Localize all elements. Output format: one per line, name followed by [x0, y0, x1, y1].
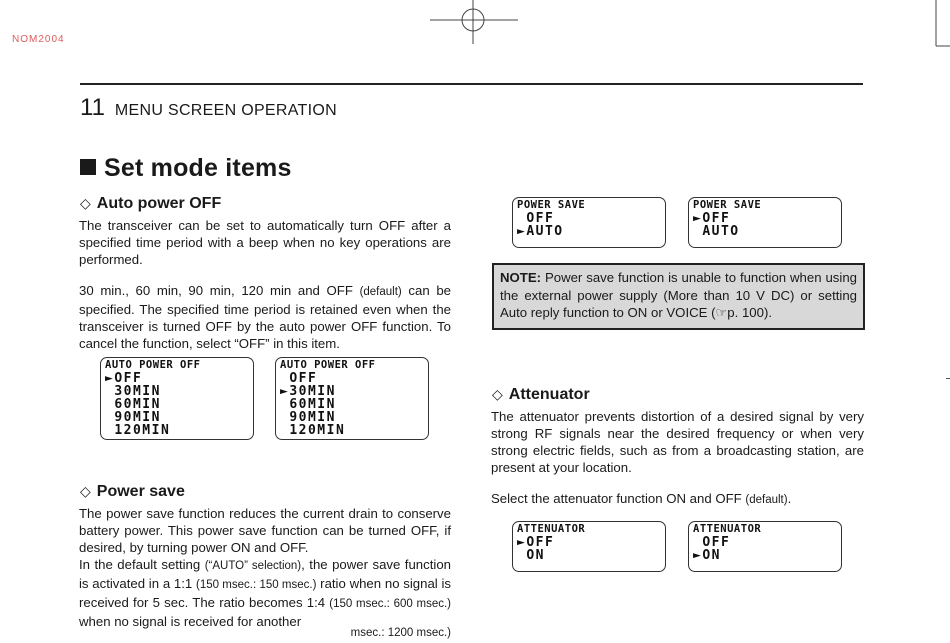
lcd-header: AUTO POWER OFF — [280, 359, 376, 371]
attenuator-para2 — [491, 490, 864, 509]
lcd-line: 60MIN — [280, 397, 336, 412]
lcd-line: ON — [517, 548, 545, 563]
lcd-line: 30MIN — [105, 384, 161, 399]
ratio-note: (150 msec.: 150 msec.) — [196, 579, 317, 591]
heading-text: Auto power OFF — [96, 195, 222, 212]
attenuator-heading — [492, 386, 590, 404]
heading-text: Attenuator — [508, 386, 590, 403]
lcd-header: POWER SAVE — [693, 199, 762, 211]
lcd-line: ►OFF — [517, 535, 555, 550]
chapter-title: MENU SCREEN OPERATION — [114, 102, 337, 119]
lcd-power-save-1 — [512, 197, 666, 248]
lcd-line: AUTO — [693, 224, 740, 239]
square-bullet-icon — [80, 159, 96, 175]
lcd-line: 120MIN — [105, 423, 171, 438]
para-text: Select the attenuator function ON and OFF — [491, 491, 746, 506]
lcd-line: ►OFF — [105, 371, 143, 386]
heading-text: Power save — [96, 483, 185, 500]
auto-power-off-para2 — [79, 282, 451, 352]
lcd-header: AUTO POWER OFF — [105, 359, 201, 371]
crop-mark — [934, 0, 950, 50]
attenuator-para1: The attenuator prevents distortion of a desired signal by very strong RF signals near the desired frequency or when very strong electric fields, such as from a broadcasting station, are present at your location. — [491, 409, 864, 475]
default-note: (default) — [745, 494, 788, 506]
power-save-para1: The power save function reduces the current drain to conserve battery power. This power save function can be turned OFF, if desired, by turning power ON and OFF. — [79, 506, 451, 555]
para-text: when no signal is received for another — [79, 614, 302, 629]
lcd-line: OFF — [693, 535, 731, 550]
lcd-power-save-2 — [688, 197, 842, 248]
lcd-line: ►ON — [693, 548, 721, 563]
auto-power-off-para1: The transceiver can be set to automatically turn OFF after a specified time period with a beep when no key operations are performed. — [79, 218, 451, 267]
lcd-line: ►AUTO — [517, 224, 564, 239]
lcd-line: ►30MIN — [280, 384, 336, 399]
note-text: Power save function is unable to function when using the external power supply (More than 10 V DC) or setting Auto reply function to ON or VOICE (☞p. 100). — [500, 270, 857, 320]
lcd-line: OFF — [280, 371, 318, 386]
note-box — [492, 263, 865, 330]
lcd-attenuator-1 — [512, 521, 666, 572]
registration-mark — [430, 0, 518, 46]
lcd-line: 90MIN — [105, 410, 161, 425]
power-save-para2 — [79, 556, 451, 630]
lcd-attenuator-2 — [688, 521, 842, 572]
power-save-para-tail: msec.: 1200 msec.) — [350, 627, 451, 639]
default-note: (default) — [359, 286, 402, 298]
lcd-auto-power-off-2 — [275, 357, 429, 440]
para-text: ratio when no signal is received for 5 sec. The ratio becomes 1:4 — [79, 576, 452, 610]
lcd-header: ATTENUATOR — [517, 523, 586, 535]
print-code: NOM2004 — [12, 34, 65, 45]
diamond-icon: ◇ — [80, 195, 91, 211]
header-rule — [80, 83, 863, 85]
diamond-icon: ◇ — [492, 386, 503, 402]
power-save-heading — [80, 483, 185, 501]
para-text: can be specified. The specified time period is retained even when the transceiver is turned OFF by the auto power OFF function. To cancel the function, select “OFF” in this item. — [79, 283, 451, 351]
crop-tick — [946, 378, 950, 379]
chapter-header — [80, 94, 337, 122]
lcd-line: 60MIN — [105, 397, 161, 412]
lcd-line: OFF — [517, 211, 555, 226]
diamond-icon: ◇ — [80, 483, 91, 499]
para-text: In the default setting — [79, 557, 205, 572]
para-text: . — [787, 491, 792, 506]
chapter-number: 11 — [80, 94, 105, 121]
note-label: NOTE: — [500, 270, 542, 285]
para-text: 30 min., 60 min, 90 min, 120 min and OFF — [79, 283, 360, 298]
lcd-line: 90MIN — [280, 410, 336, 425]
auto-power-off-heading — [80, 195, 221, 213]
lcd-line: ►OFF — [693, 211, 731, 226]
lcd-line: 120MIN — [280, 423, 346, 438]
lcd-header: ATTENUATOR — [693, 523, 762, 535]
ratio-note: (150 msec.: 600 msec.) — [329, 598, 451, 610]
lcd-header: POWER SAVE — [517, 199, 586, 211]
section-title-text: Set mode items — [104, 154, 292, 182]
section-title — [80, 154, 292, 183]
lcd-auto-power-off-1 — [100, 357, 254, 440]
para-text: , the power save function is activated in a 1:1 — [79, 557, 451, 591]
auto-note: (“AUTO” selection) — [204, 560, 302, 572]
